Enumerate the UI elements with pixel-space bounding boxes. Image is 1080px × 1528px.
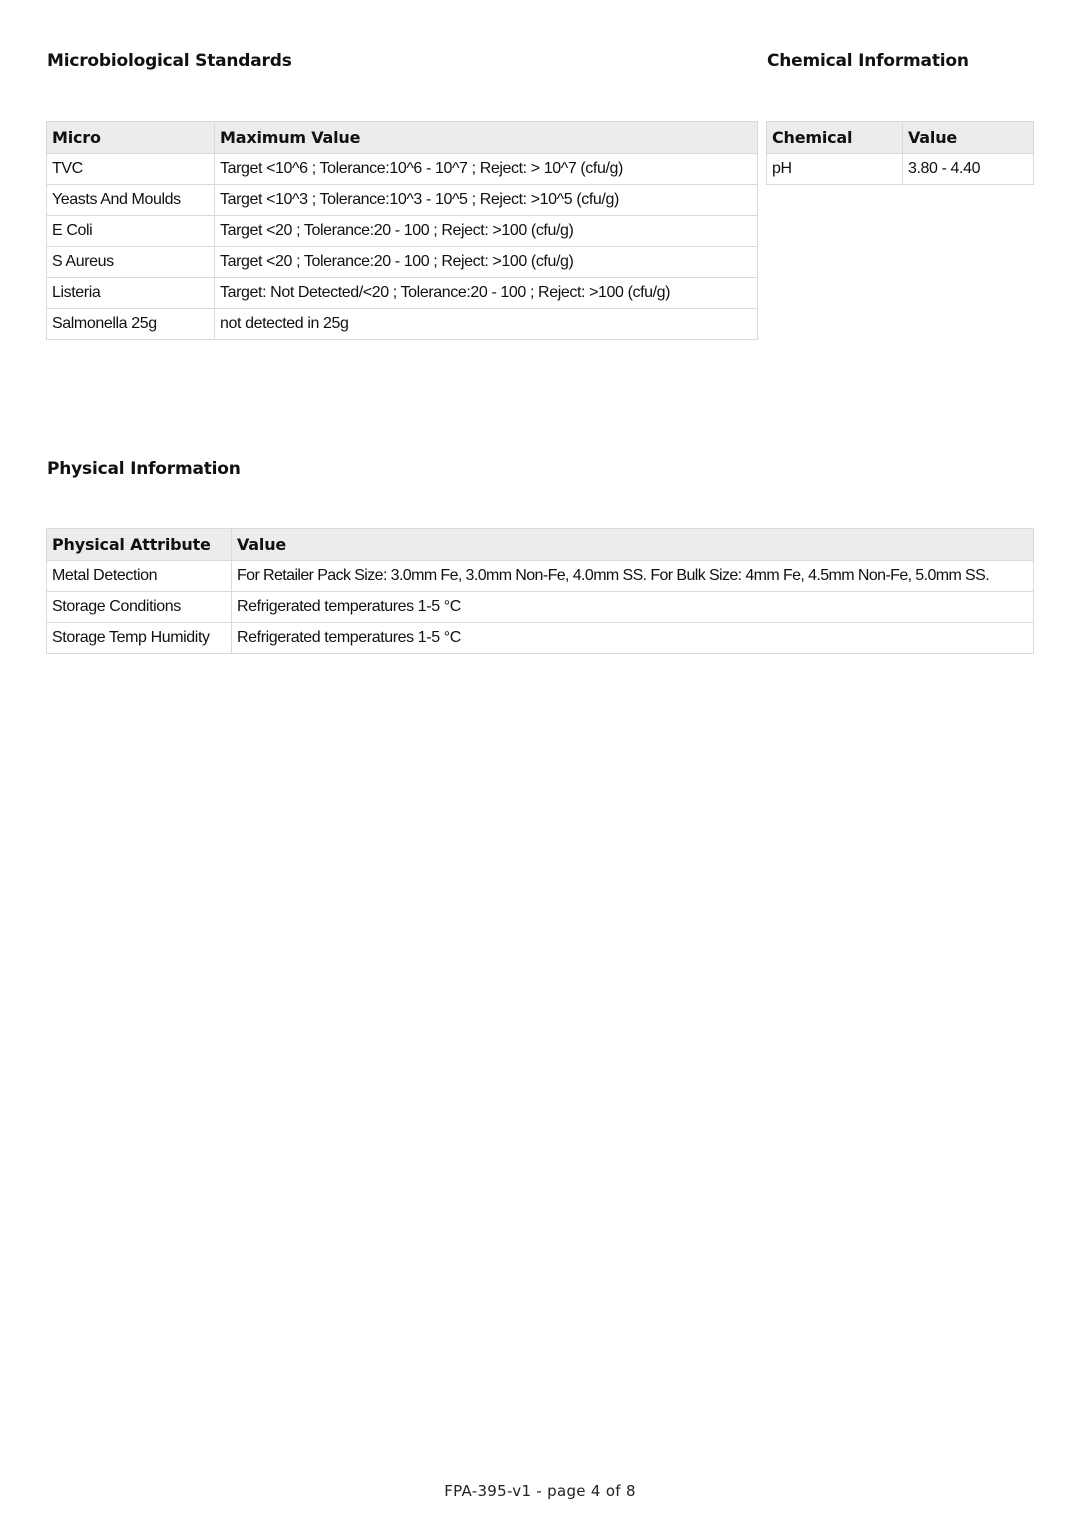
column-header: Physical Attribute (47, 529, 232, 561)
table-cell: Refrigerated temperatures 1-5 °C (232, 592, 1034, 623)
column-header: Micro (47, 122, 215, 154)
table-cell: Metal Detection (47, 561, 232, 592)
table-cell: Refrigerated temperatures 1-5 °C (232, 623, 1034, 654)
table-row (767, 154, 1034, 185)
table-row (47, 154, 758, 185)
column-header: Value (232, 529, 1034, 561)
column-header: Maximum Value (215, 122, 758, 154)
table-cell: Target: Not Detected/<20 ; Tolerance:20 - 100 ; Reject: >100 (cfu/g) (215, 278, 758, 309)
physical-section-title: Physical Information (47, 459, 241, 479)
micro-section-title: Microbiological Standards (47, 51, 292, 71)
table-cell: E Coli (47, 216, 215, 247)
table-cell: Storage Temp Humidity (47, 623, 232, 654)
table-cell: Salmonella 25g (47, 309, 215, 340)
column-header: Chemical (767, 122, 903, 154)
table-row (47, 309, 758, 340)
table-cell: TVC (47, 154, 215, 185)
table-cell: Target <20 ; Tolerance:20 - 100 ; Reject: >100 (cfu/g) (215, 216, 758, 247)
table-cell: pH (767, 154, 903, 185)
table-row (47, 247, 758, 278)
table-header-row (767, 122, 1034, 154)
column-header: Value (903, 122, 1034, 154)
table-row (47, 185, 758, 216)
table-cell: not detected in 25g (215, 309, 758, 340)
table-cell: Target <20 ; Tolerance:20 - 100 ; Reject: >100 (cfu/g) (215, 247, 758, 278)
table-cell: Target <10^6 ; Tolerance:10^6 - 10^7 ; Reject: > 10^7 (cfu/g) (215, 154, 758, 185)
table-cell: 3.80 - 4.40 (903, 154, 1034, 185)
table-row (47, 278, 758, 309)
physical-table (46, 528, 1034, 654)
micro-table (46, 121, 758, 340)
table-cell: Target <10^3 ; Tolerance:10^3 - 10^5 ; Reject: >10^5 (cfu/g) (215, 185, 758, 216)
table-cell: Storage Conditions (47, 592, 232, 623)
table-row (47, 623, 1034, 654)
table-header-row (47, 529, 1034, 561)
table-row (47, 216, 758, 247)
table-header-row (47, 122, 758, 154)
table-cell: For Retailer Pack Size: 3.0mm Fe, 3.0mm Non-Fe, 4.0mm SS. For Bulk Size: 4mm Fe, 4.5mm Non-Fe, 5.0mm SS. (232, 561, 1034, 592)
table-row (47, 561, 1034, 592)
table-cell: S Aureus (47, 247, 215, 278)
page-footer: FPA-395-v1 - page 4 of 8 (444, 1482, 636, 1500)
chemical-section-title: Chemical Information (767, 51, 969, 71)
table-row (47, 592, 1034, 623)
table-cell: Listeria (47, 278, 215, 309)
table-cell: Yeasts And Moulds (47, 185, 215, 216)
chemical-table (766, 121, 1034, 185)
